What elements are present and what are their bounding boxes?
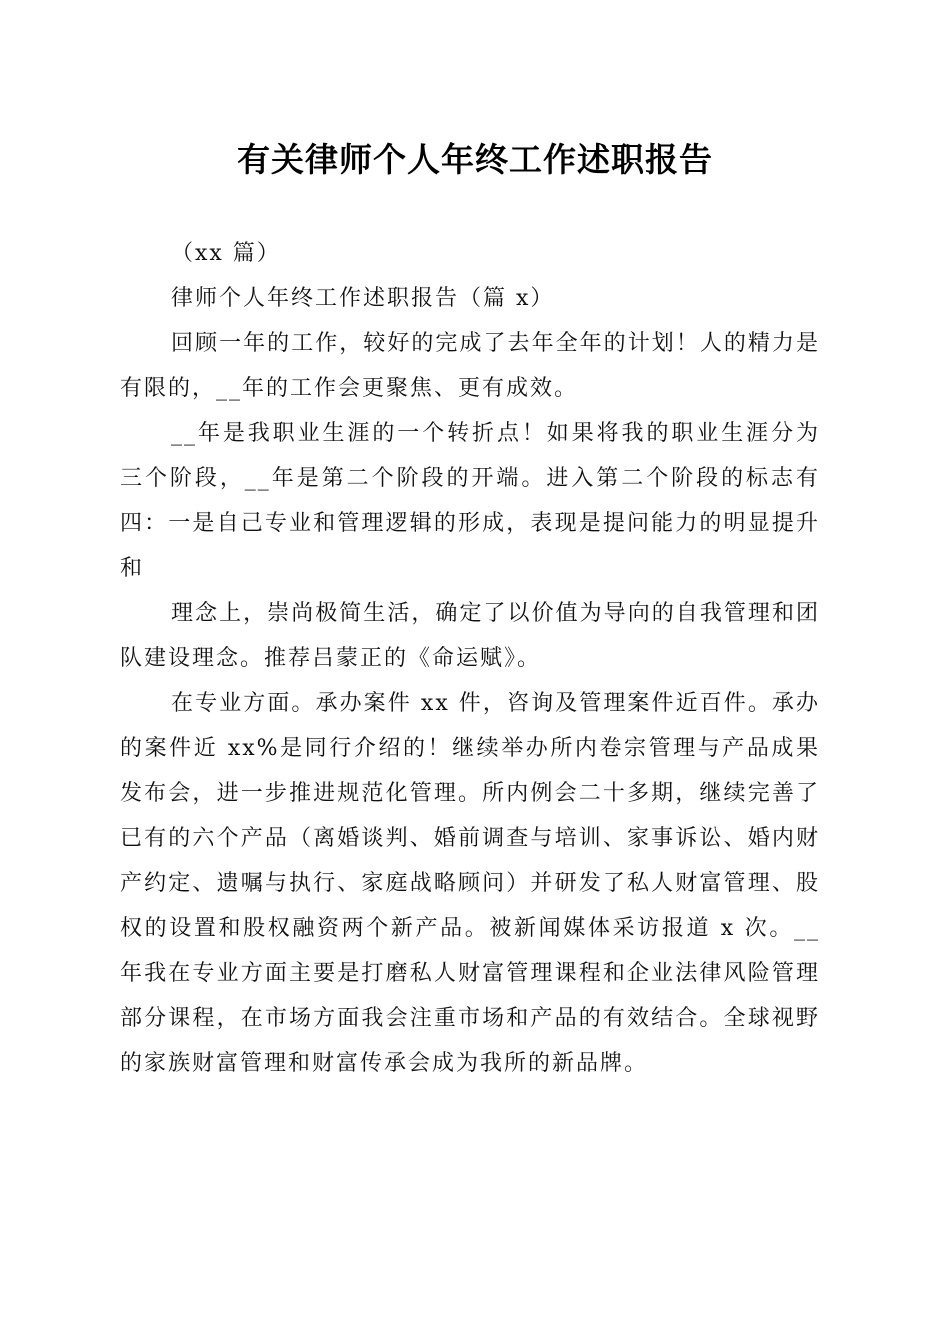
paragraph-turning-point: __年是我职业生涯的一个转折点！如果将我的职业生涯分为三个阶段，__年是第二个阶段的开端。进入第二个阶段的标志有四：一是自己专业和管理逻辑的形成，表现是提问能力的明显提升和 (120, 421, 820, 581)
paragraph-professional: 在专业方面。承办案件 xx 件，咨询及管理案件近百件。承办的案件近 xx%是同行介绍的！继续举办所内卷宗管理与产品成果发布会，进一步推进规范化管理。所内例会二十多期，继续完善了已有的六个产品（离婚谈判、婚前调查与培训、家事诉讼、婚内财产约定、遗嘱与执行、家庭战略顾问）并研发了私人财富管理、股权的设置和股权融资两个新产品。被新闻媒体采访报道 x 次。__年我在专业方面主要是打磨私人财富管理课程和企业法律风险管理部分课程，在市场方面我会注重市场和产品的有效结合。全球视野的家族财富管理和财富传承会成为我所的新品牌。 (120, 691, 820, 1076)
paragraph-subtitle-count: （xx 篇） (171, 241, 281, 266)
paragraph-report-heading: 律师个人年终工作述职报告（篇 x） (171, 286, 555, 311)
paragraph-philosophy: 理念上，崇尚极简生活，确定了以价值为导向的自我管理和团队建设理念。推荐吕蒙正的《命运赋》。 (120, 601, 820, 671)
paragraph-review: 回顾一年的工作，较好的完成了去年全年的计划！人的精力是有限的，__年的工作会更聚焦、更有成效。 (120, 331, 820, 401)
document-body (120, 231, 820, 1086)
document-title: 有关律师个人年终工作述职报告 (237, 140, 713, 179)
